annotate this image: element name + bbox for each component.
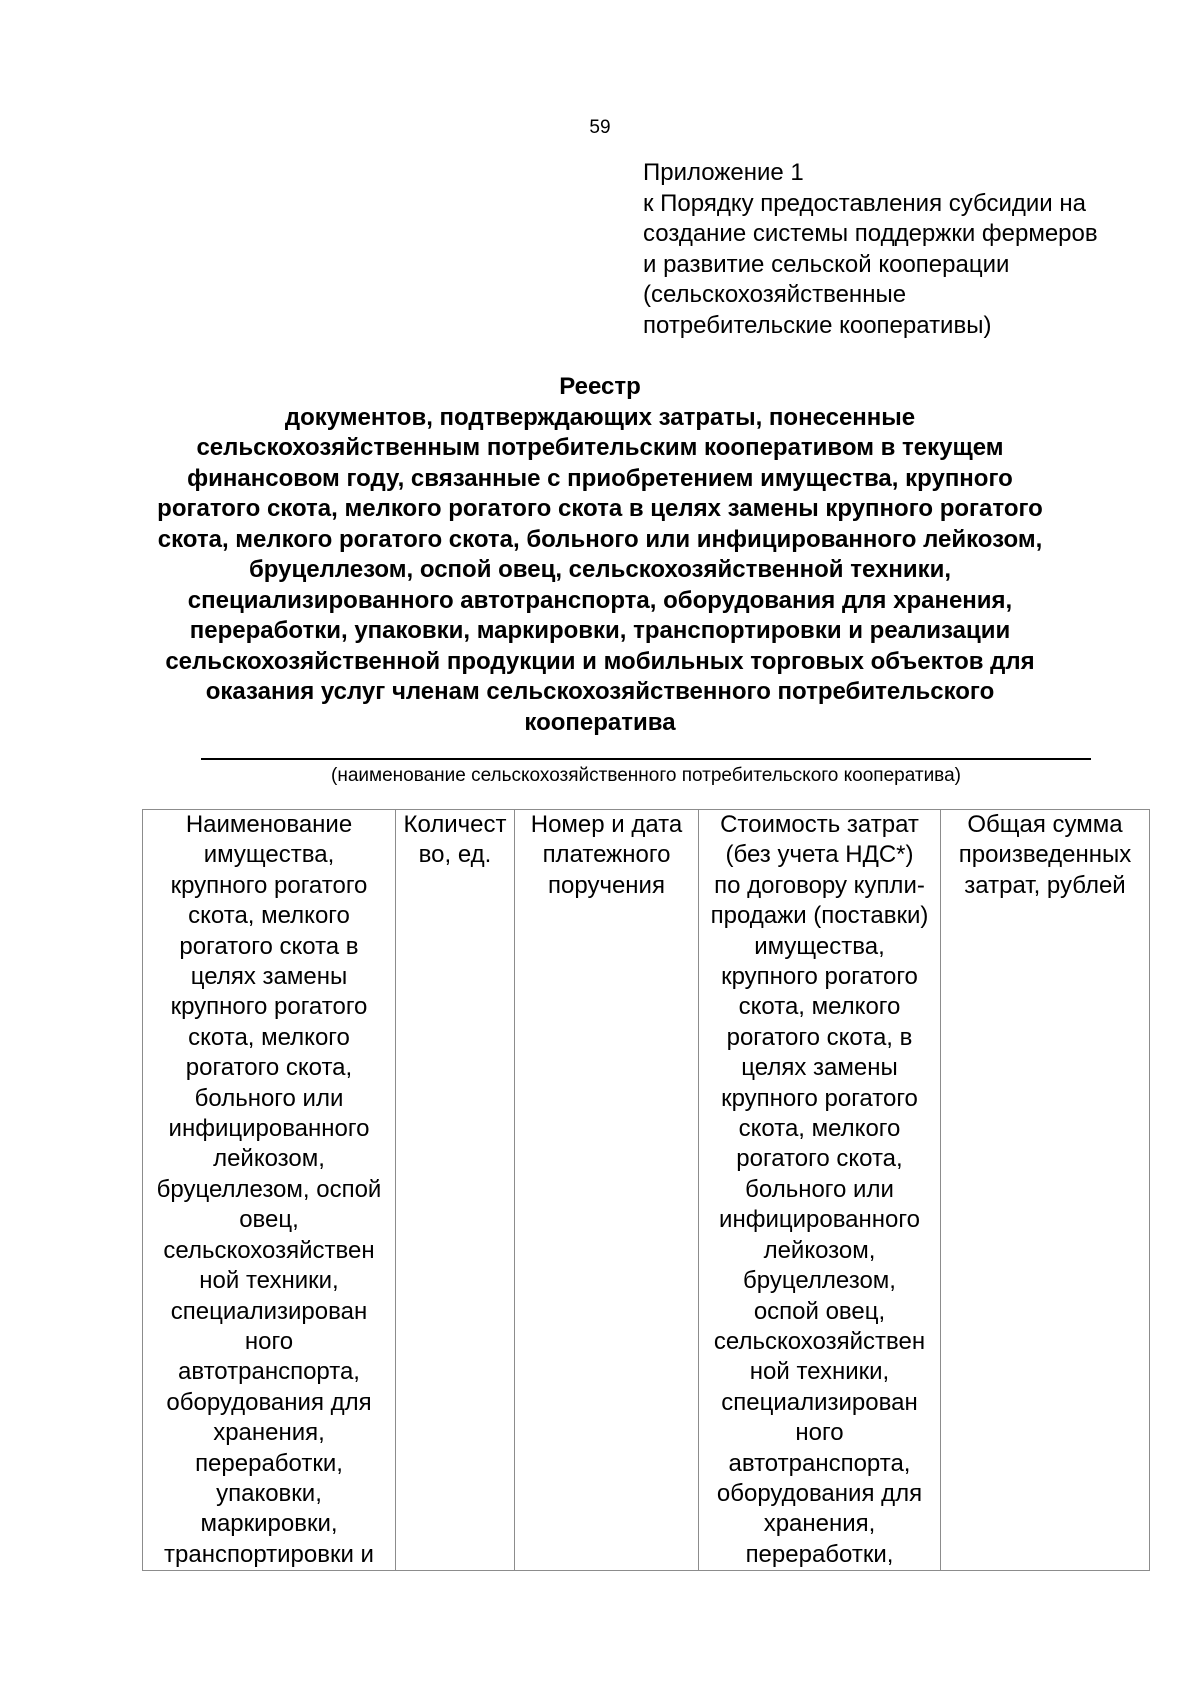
page-number: 59 xyxy=(589,117,611,138)
column-header-cost xyxy=(699,810,941,1571)
header-line: автотранспорта, xyxy=(728,1449,911,1477)
title-line: специализированного автотранспорта, оборудования для хранения, xyxy=(187,586,1013,614)
title-line: сельскохозяйственным потребительским кооперативом в текущем xyxy=(196,434,1004,461)
header-line: поручения xyxy=(548,871,665,899)
header-line: по договору купли- xyxy=(714,871,925,899)
header-line: инфицированного xyxy=(168,1115,370,1143)
header-line: рогатого скота в xyxy=(179,932,359,960)
header-line: крупного рогатого xyxy=(721,963,918,991)
header-line: (без учета НДС*) xyxy=(725,841,914,869)
appendix-line: потребительские кооперативы) xyxy=(643,311,992,339)
title-line: переработки, упаковки, маркировки, транспортировки и реализации xyxy=(189,617,1011,644)
appendix-line: и развитие сельской кооперации xyxy=(643,250,1010,278)
header-cell-lines xyxy=(143,810,395,1570)
header-line: произведенных xyxy=(958,841,1132,869)
column-header-quantity xyxy=(396,810,515,1571)
header-line: переработки, xyxy=(745,1540,894,1568)
column-header-payment-order xyxy=(515,810,699,1571)
title-line: финансовом году, связанные с приобретением имущества, крупного xyxy=(187,464,1013,492)
header-line: Общая сумма xyxy=(967,811,1123,838)
appendix-line: создание системы поддержки фермеров xyxy=(643,220,1098,247)
header-line: Стоимость затрат xyxy=(720,811,919,838)
header-cell-lines xyxy=(699,810,940,1570)
header-line: лейкозом, xyxy=(213,1145,325,1173)
header-line: инфицированного xyxy=(719,1206,920,1234)
header-line: рогатого скота, xyxy=(185,1054,353,1082)
header-line: скота, мелкого xyxy=(188,902,350,930)
header-line: имущества, xyxy=(203,841,335,869)
header-line: во, ед. xyxy=(418,841,492,869)
header-line: специализирован xyxy=(721,1388,918,1416)
header-line: скота, мелкого xyxy=(188,1023,350,1051)
header-line: оспой овец, xyxy=(753,1297,886,1325)
header-line: оборудования для xyxy=(166,1388,372,1416)
title-line: бруцеллезом, оспой овец, сельскохозяйственной техники, xyxy=(248,556,952,583)
header-line: сельскохозяйствен xyxy=(713,1327,926,1355)
cooperative-name-line xyxy=(201,758,1091,760)
header-line: переработки, xyxy=(195,1449,343,1477)
header-line: Количест xyxy=(403,811,507,838)
header-line: ной техники, xyxy=(199,1267,339,1295)
header-line: целях замены xyxy=(190,963,348,991)
title-line: оказания услуг членам сельскохозяйственного потребительского xyxy=(205,678,995,705)
header-line: ного xyxy=(795,1419,844,1447)
header-line: Номер и дата xyxy=(530,811,683,838)
header-line: рогатого скота, в xyxy=(726,1023,913,1051)
header-line: больного или xyxy=(745,1175,894,1203)
header-line: продажи (поставки) xyxy=(710,902,929,930)
header-line: затрат, рублей xyxy=(964,871,1126,899)
header-line: Наименование xyxy=(185,811,353,838)
header-line: крупного рогатого xyxy=(170,871,368,899)
header-line: рогатого скота, xyxy=(736,1145,903,1173)
header-line: хранения, xyxy=(213,1419,325,1447)
column-header-total-amount xyxy=(941,810,1150,1571)
cooperative-name-caption: (наименование сельскохозяйственного потребительского кооператива) xyxy=(331,765,961,786)
title-line: рогатого скота, мелкого рогатого скота в целях замены крупного рогатого xyxy=(157,495,1043,522)
header-line: крупного рогатого xyxy=(170,993,368,1021)
header-line: автотранспорта, xyxy=(178,1358,360,1386)
header-line: больного или xyxy=(194,1084,344,1112)
header-line: ной техники, xyxy=(749,1358,890,1386)
header-cell-lines xyxy=(515,810,698,901)
header-line: скота, мелкого xyxy=(738,1115,901,1143)
header-cell-lines xyxy=(941,810,1149,901)
header-line: крупного рогатого xyxy=(721,1084,918,1112)
header-line: скота, мелкого xyxy=(738,993,901,1021)
header-line: специализирован xyxy=(170,1297,368,1325)
document-title xyxy=(100,372,1100,738)
appendix-line: к Порядку предоставления субсидии на xyxy=(643,189,1086,217)
header-line: упаковки, xyxy=(216,1479,322,1507)
header-line: сельскохозяйствен xyxy=(163,1236,375,1264)
header-line: лейкозом, xyxy=(763,1236,876,1264)
title-line: скота, мелкого рогатого скота, больного или инфицированного лейкозом, xyxy=(157,525,1043,553)
header-line: бруцеллезом, xyxy=(743,1267,896,1295)
appendix-block xyxy=(643,158,1163,341)
header-line: целях замены xyxy=(741,1054,898,1082)
header-line: транспортировки и xyxy=(164,1540,374,1568)
header-line: бруцеллезом, оспой xyxy=(156,1175,382,1203)
title-line: кооператива xyxy=(524,708,676,736)
header-line: ного xyxy=(244,1327,294,1355)
registry-table xyxy=(142,809,1150,1571)
appendix-line: (сельскохозяйственные xyxy=(643,281,907,308)
header-line: платежного xyxy=(542,841,671,869)
header-line: маркировки, xyxy=(200,1510,338,1538)
header-line: оборудования для xyxy=(716,1479,923,1507)
column-header-property-name xyxy=(143,810,396,1571)
header-line: хранения, xyxy=(763,1510,876,1538)
header-line: имущества, xyxy=(754,932,885,960)
title-line: документов, подтверждающих затраты, понесенные xyxy=(284,403,916,431)
header-cell-lines xyxy=(396,810,514,871)
appendix-line: Приложение 1 xyxy=(643,159,804,186)
title-line: Реестр xyxy=(559,373,641,400)
title-line: сельскохозяйственной продукции и мобильных торговых объектов для xyxy=(165,647,1035,675)
header-line: овец, xyxy=(239,1206,299,1234)
table-header-row xyxy=(143,810,1150,1571)
